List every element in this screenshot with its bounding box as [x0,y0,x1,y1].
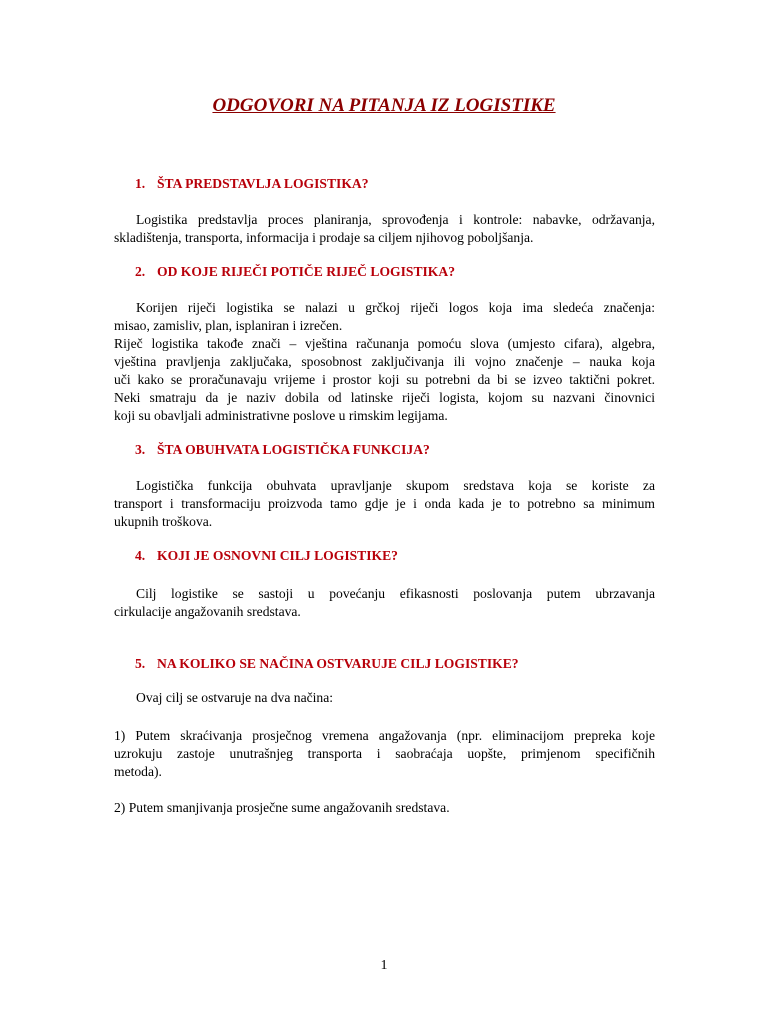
list-item-2 [114,799,655,817]
section-number: 3. [135,442,146,457]
section-title: ŠTA OBUHVATA LOGISTIČKA FUNKCIJA? [157,442,430,457]
paragraph-line: koji su obavljali administrativne poslove u rimskim legijama. [114,408,448,423]
section-number: 5. [135,656,146,671]
section-1-paragraph [114,211,655,247]
paragraph-line: Logistička funkcija obuhvata upravljanje skupom sredstava koja se koriste za [136,478,655,493]
paragraph-line: uči kako se proračunavaju vrijeme i prostor koji su potrebni da bi se izveo taktični pokret. [114,372,655,387]
section-title: OD KOJE RIJEČI POTIČE RIJEČ LOGISTIKA? [157,264,455,279]
paragraph-line: 1) Putem skraćivanja prosječnog vremena angažovanja (npr. eliminacijom prepreka koje [114,728,655,743]
paragraph-line: metoda). [114,764,162,779]
paragraph-line: Neki smatraju da je naziv dobila od latinske riječi logista, kojom su nazvani činovnici [114,390,655,405]
list-item-1 [114,727,655,781]
paragraph-line: vještina pravljenja zaključaka, sposobnost zaključivanja ili vojno značenje – nauka koja [114,354,655,369]
paragraph-line: Ovaj cilj se ostvaruje na dva načina: [136,690,334,705]
paragraph-line: transport i transformaciju proizvoda tamo gdje je i onda kada je to potrebno sa minimum [114,496,655,511]
section-number: 4. [135,548,146,563]
section-2-paragraph [114,299,655,425]
section-3-paragraph [114,477,655,531]
paragraph-line: Riječ logistika takođe znači – vještina računanja pomoću slova (umjesto cifara), algebra, [114,336,655,351]
paragraph-line: Korijen riječi logistika se nalazi u grčkoj riječi logos koja ima sledeća značenja: [136,300,655,315]
paragraph-line: Cilj logistike se sastoji u povećanju efikasnosti poslovanja putem ubrzavanja [136,586,655,601]
section-title: NA KOLIKO SE NAČINA OSTVARUJE CILJ LOGISTIKE? [157,656,519,671]
section-4-paragraph [114,585,655,621]
section-5-heading [135,655,695,673]
paragraph-line: misao, zamisliv, plan, isplaniran i izrečen. [114,318,343,333]
paragraph-line: Logistika predstavlja proces planiranja, sprovođenja i kontrole: nabavke, održavanja, [136,212,655,227]
document-title: ODGOVORI NA PITANJA IZ LOGISTIKE [212,95,556,116]
section-3-heading [135,441,695,459]
section-title: KOJI JE OSNOVNI CILJ LOGISTIKE? [157,548,398,563]
paragraph-line: ukupnih troškova. [114,514,213,529]
section-1-heading [135,175,695,193]
paragraph-line: uzrokuju zastoje unutrašnjeg transporta i saobraćaja uopšte, primjenom specifičnih [114,746,655,761]
section-5-paragraph [114,689,655,707]
section-number: 1. [135,176,146,191]
section-2-heading [135,263,695,281]
section-number: 2. [135,264,146,279]
section-4-heading [135,547,695,565]
paragraph-line: skladištenja, transporta, informacija i prodaje sa ciljem njihovog poboljšanja. [114,230,534,245]
paragraph-line: cirkulacije angažovanih sredstava. [114,604,301,619]
page-number: 1 [380,958,388,973]
paragraph-line: 2) Putem smanjivanja prosječne sume angažovanih sredstava. [114,800,450,815]
section-title: ŠTA PREDSTAVLJA LOGISTIKA? [157,176,369,191]
